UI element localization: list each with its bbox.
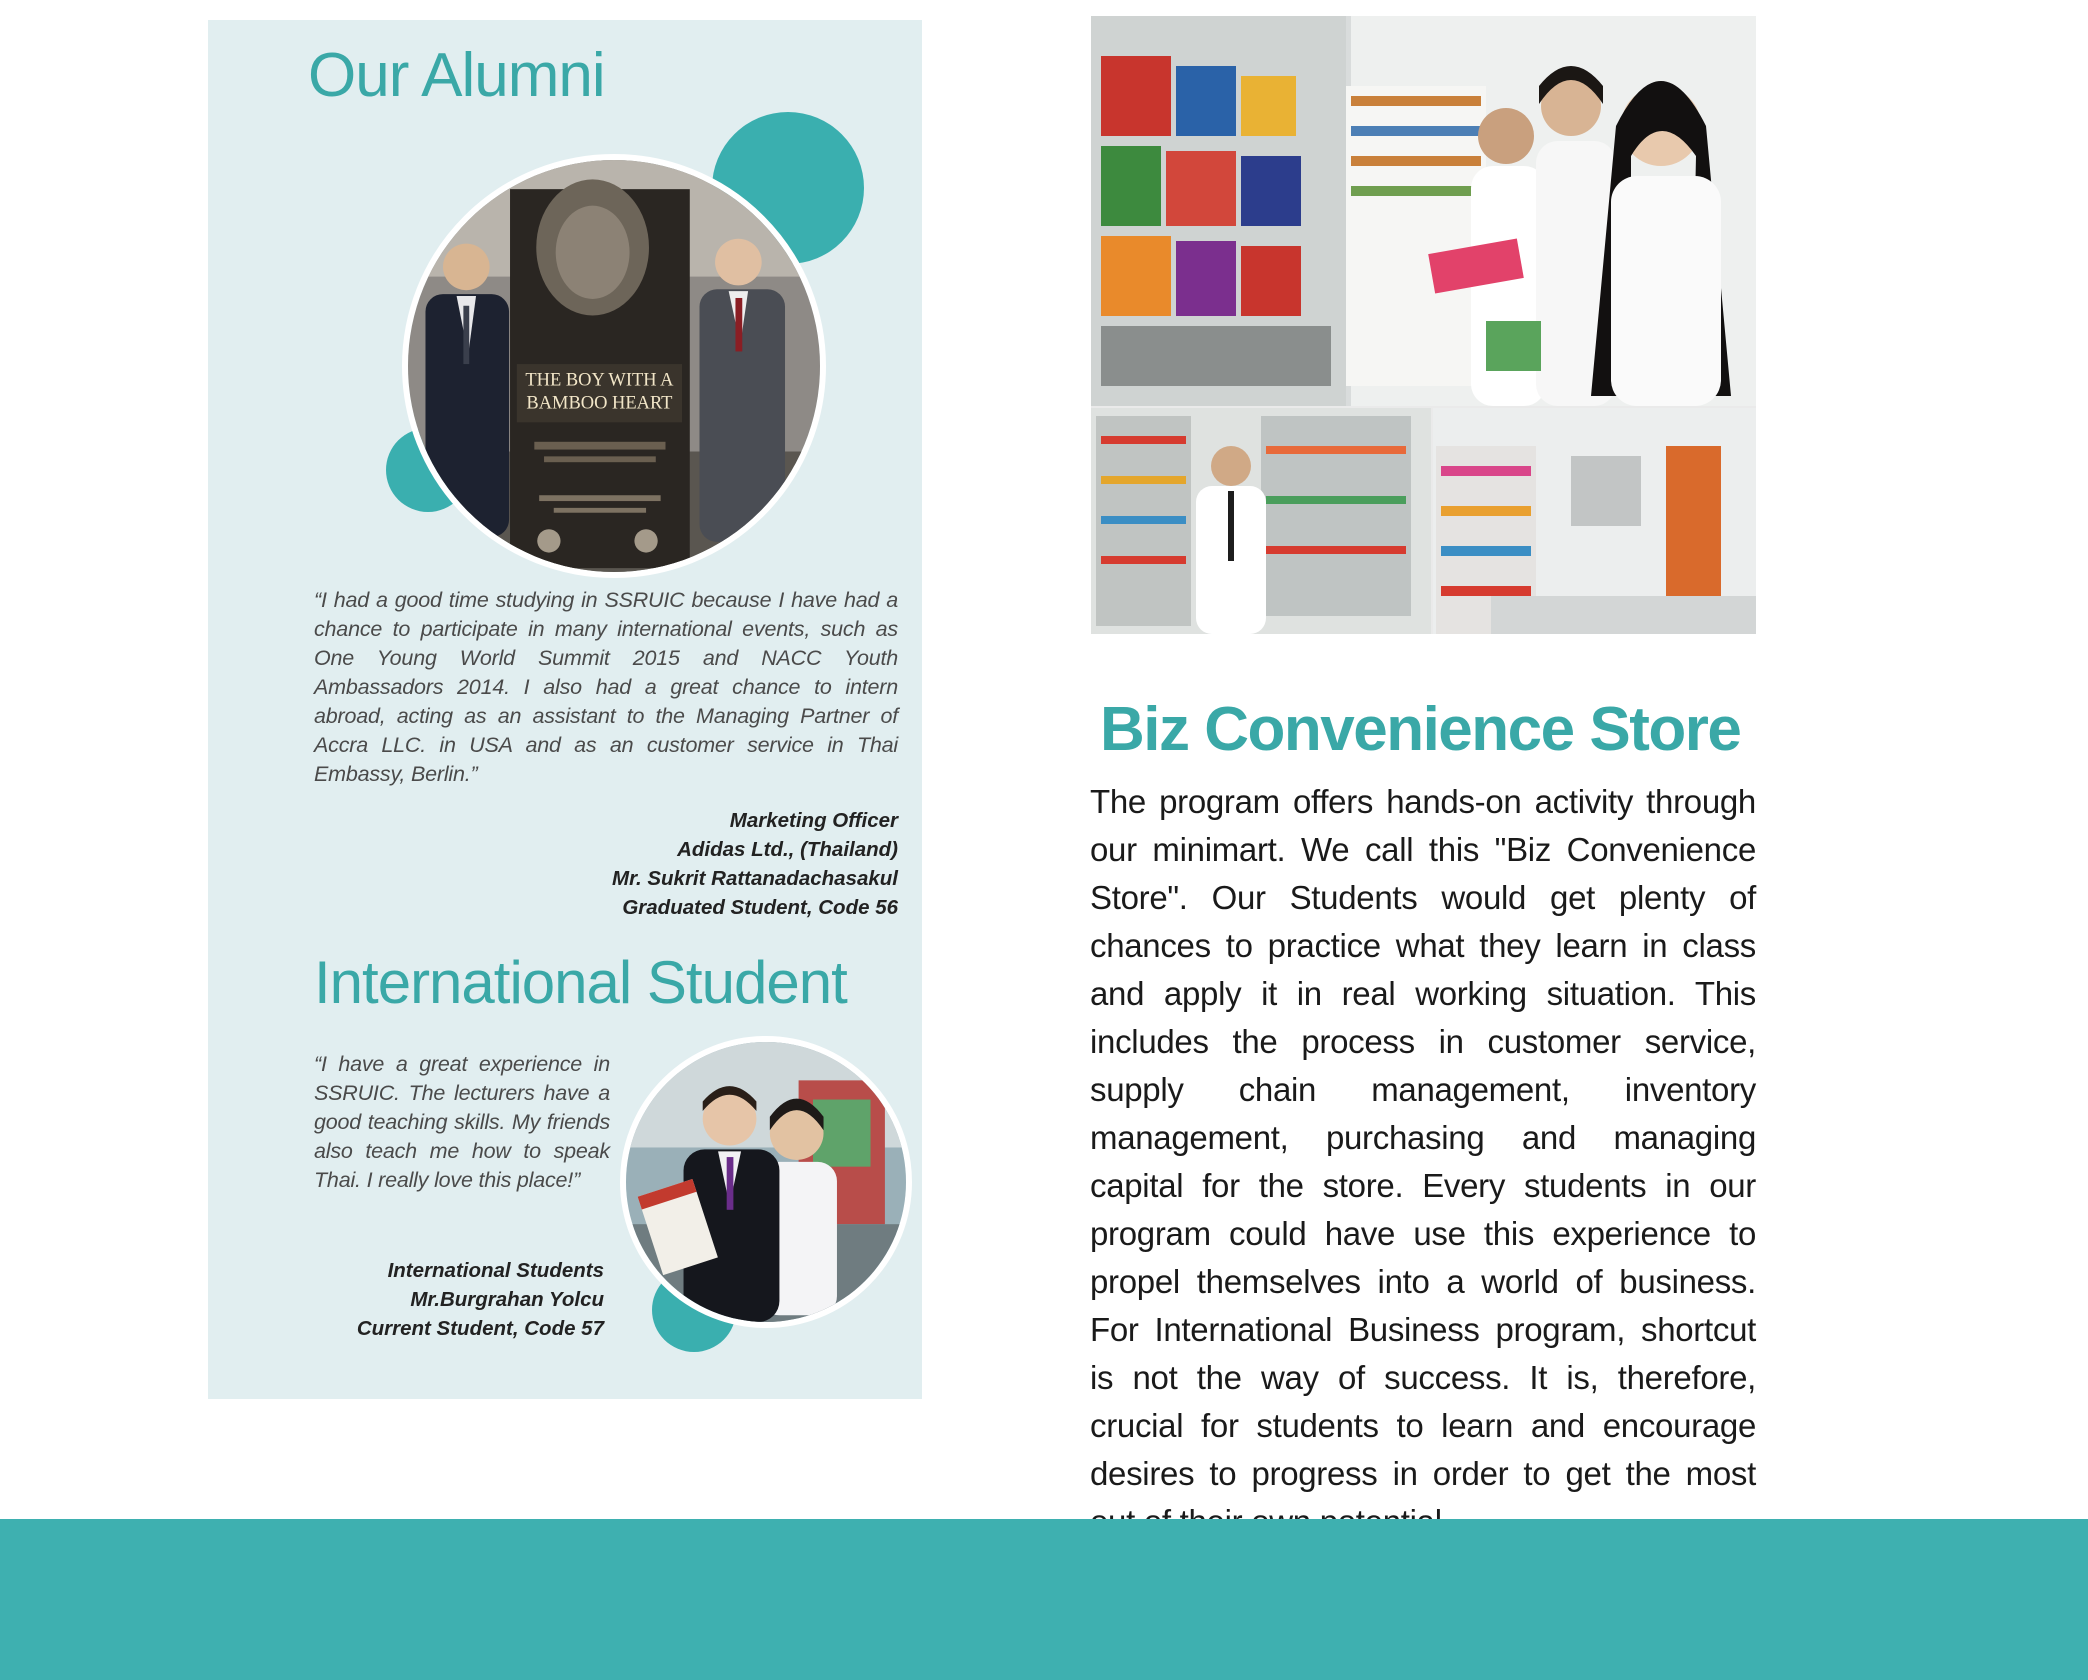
alumni-quote: “I had a good time studying in SSRUIC because I have had a chance to participate in many international events, such as One Young World Summit 2015 and NACC Youth Ambassadors 2014. I also had a great chance to intern abroad, acting as an assistant to the Managing Partner of Accra LLC. in USA and as an customer service in Thai Embassy, Berlin.” xyxy=(314,588,898,786)
footer-band xyxy=(0,1519,2088,1680)
store-photo-collage xyxy=(1091,16,1756,634)
alumni-company: Adidas Ltd., (Thailand) xyxy=(677,838,898,861)
store-section-title: Biz Convenience Store xyxy=(1100,695,1741,764)
international-name: Mr.Burgrahan Yolcu xyxy=(410,1288,604,1311)
alumni-credits xyxy=(612,806,898,922)
international-section-title: International Student xyxy=(314,949,847,1016)
alumni-name: Mr. Sukrit Rattanadachasakul xyxy=(612,867,898,890)
poster-title-line1: THE BOY WITH A xyxy=(525,369,674,390)
international-quote: “I have a great experience in SSRUIC. The lecturers have a good teaching skills. My friends also teach me how to speak Thai. I really love this place!” xyxy=(314,1052,610,1192)
alumni-position: Marketing Officer xyxy=(729,809,898,832)
international-photo xyxy=(620,1036,912,1328)
international-status: Current Student, Code 57 xyxy=(356,1317,604,1340)
alumni-photo xyxy=(402,154,826,578)
poster-title-line2: BAMBOO HEART xyxy=(526,392,673,413)
store-description: The program offers hands-on activity through our minimart. We call this "Biz Convenience Store". Our Students would get plenty of chances to practice what they learn in class and apply it in real working situation. This includes the process in customer service, supply chain management, inventory management, purchasing and managing capital for the store. Every students in our program could have use this experience to propel themselves into a world of business. For International Business program, shortcut is not the way of success. It is, therefore, crucial for students to learn and encourage desires to progress in order to get the most xyxy=(1090,783,1756,1492)
alumni-panel xyxy=(208,20,922,1399)
international-credits xyxy=(357,1256,604,1343)
alumni-status: Graduated Student, Code 56 xyxy=(622,896,898,919)
alumni-section-title: Our Alumni xyxy=(308,41,605,110)
international-role: International Students xyxy=(387,1259,604,1282)
